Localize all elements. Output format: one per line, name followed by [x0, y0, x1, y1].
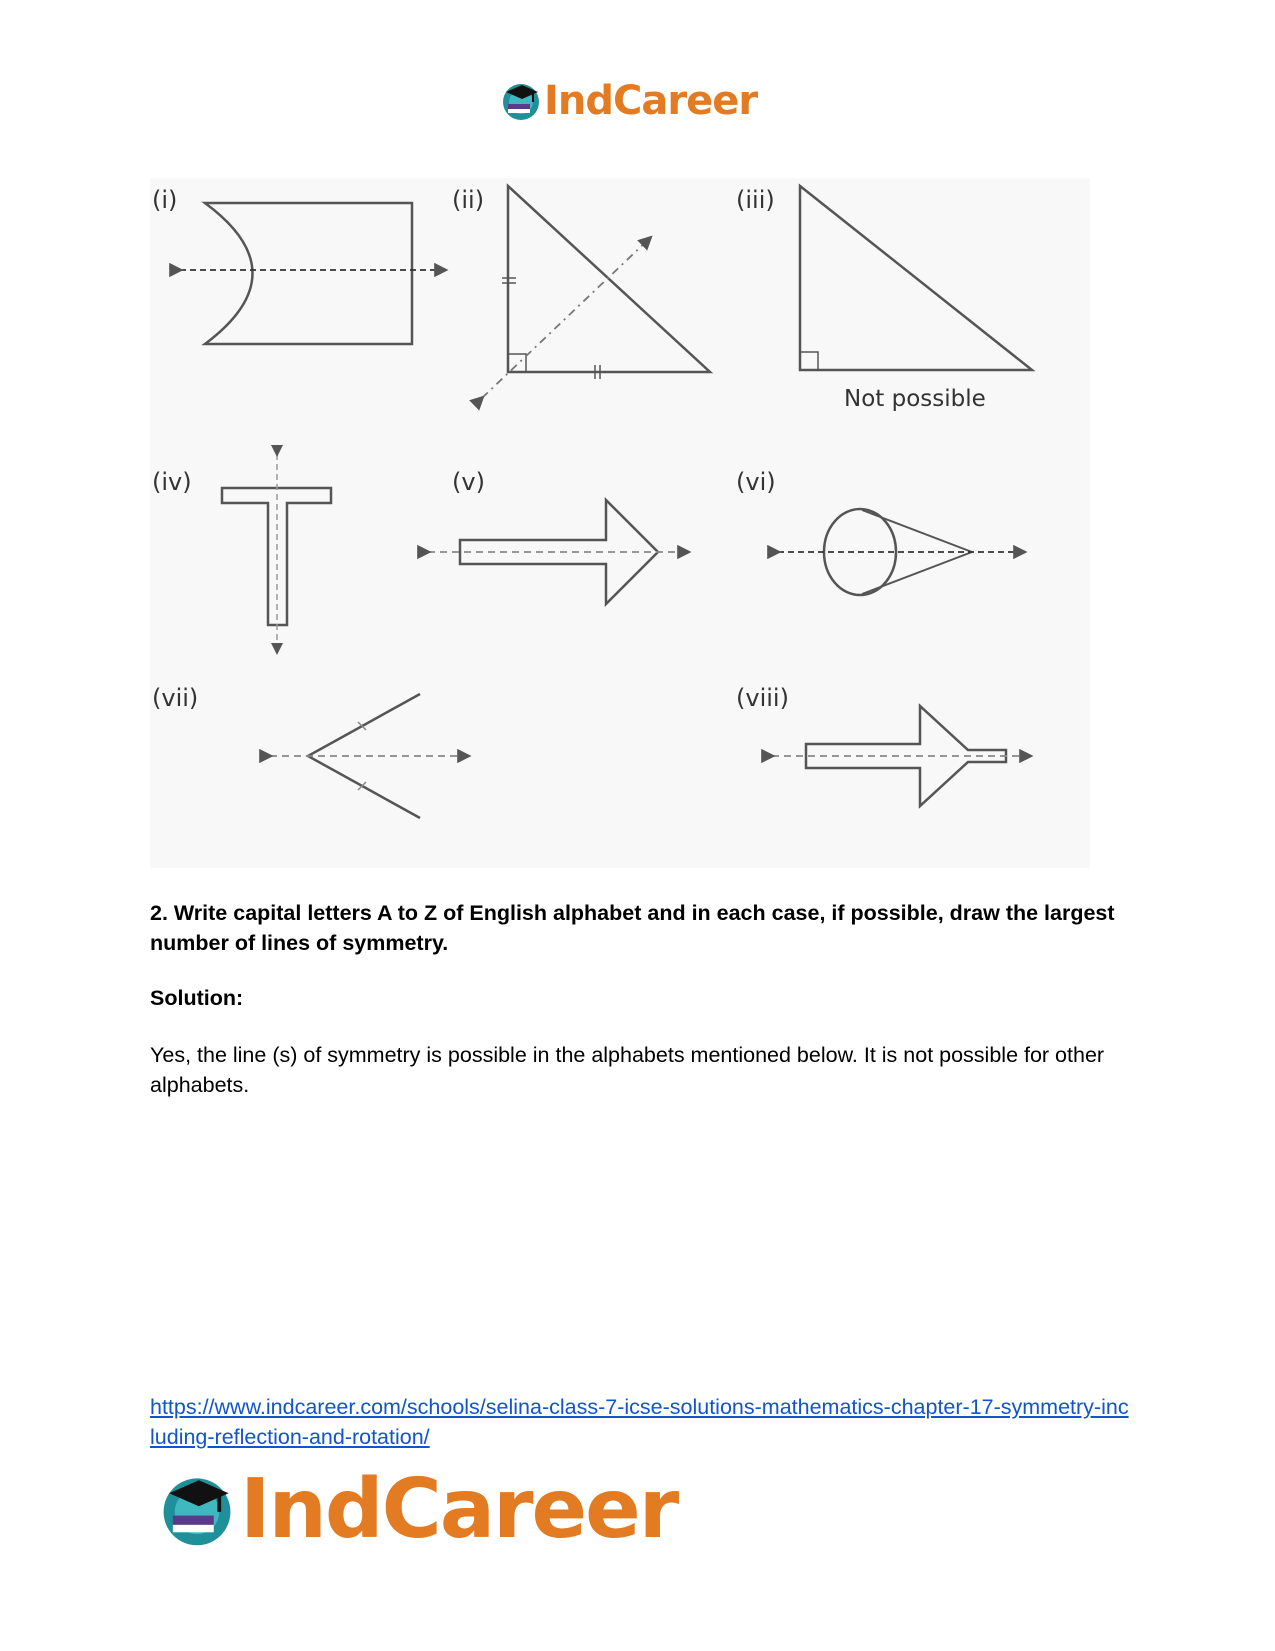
footer-logo	[158, 1462, 677, 1557]
source-link[interactable]: https://www.indcareer.com/schools/selina-class-7-icse-solutions-mathematics-chapter-17-symmetry-including-reflection-and-rotation/	[150, 1395, 1129, 1449]
not-possible-label: Not possible	[844, 386, 986, 412]
header-logo	[500, 78, 757, 124]
solution-heading: Solution:	[150, 986, 244, 1010]
figure-i-shape	[180, 203, 445, 344]
graduation-cap-globe-icon	[500, 80, 542, 122]
graduation-cap-globe-icon	[158, 1471, 236, 1549]
logo-wordmark: IndCareer	[544, 78, 758, 124]
figure-iii-shape	[800, 186, 1032, 370]
figure-iv-shape	[222, 454, 331, 652]
figure-label-iii: (iii)	[736, 186, 775, 214]
figure-label-ii: (ii)	[452, 186, 485, 214]
figure-v-shape	[428, 500, 688, 604]
figure-viii-shape	[772, 706, 1030, 806]
figure-vi-shape	[778, 509, 1024, 595]
question-text: 2. Write capital letters A to Z of English alphabet and in each case, if possible, draw the largest number of lines of symmetry.	[150, 901, 1115, 955]
figure-label-vi: (vi)	[736, 468, 776, 496]
figure-label-vii: (vii)	[152, 684, 199, 712]
figure-ii-shape	[482, 186, 710, 398]
logo-wordmark: IndCareer	[240, 1462, 678, 1557]
symmetry-figures	[150, 178, 1090, 868]
figure-label-viii: (viii)	[736, 684, 789, 712]
solution-text: Yes, the line (s) of symmetry is possible in the alphabets mentioned below. It is not possible for other alphabets.	[150, 1043, 1105, 1097]
figure-label-i: (i)	[152, 186, 178, 214]
figure-vii-shape	[270, 694, 468, 818]
figure-label-v: (v)	[452, 468, 485, 496]
figure-label-iv: (iv)	[152, 468, 192, 496]
